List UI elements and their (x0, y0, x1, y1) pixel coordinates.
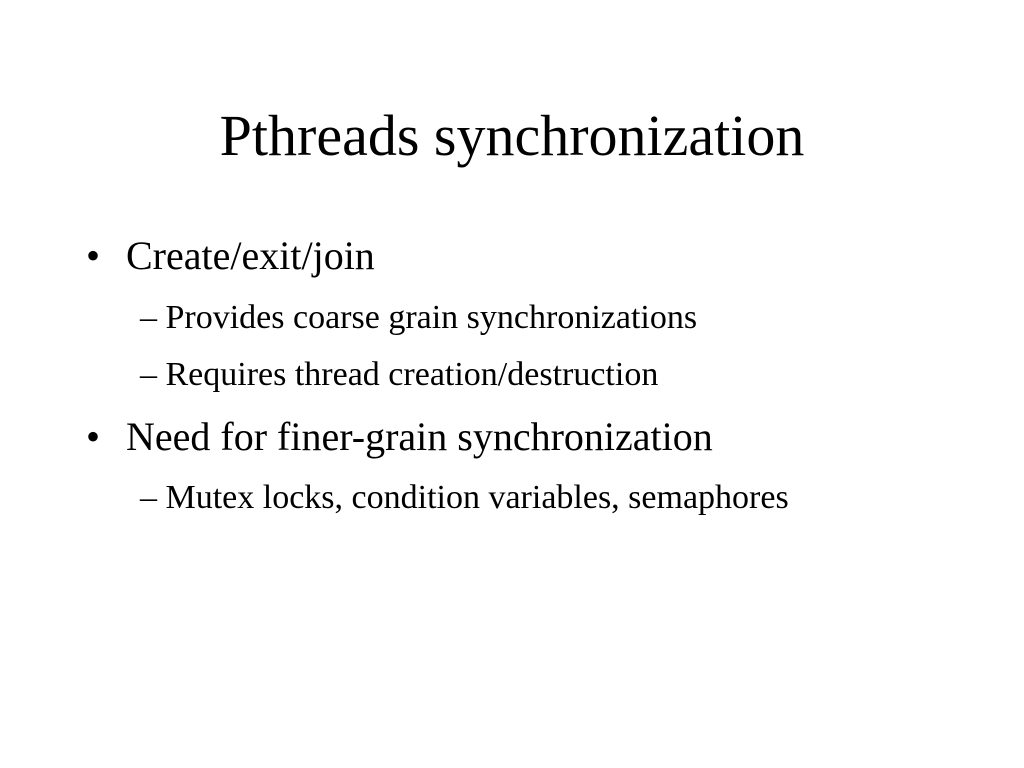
bullet-text: Create/exit/join (126, 233, 375, 278)
sub-mark: – (140, 299, 157, 336)
sub-mark: – (140, 356, 157, 393)
bullet-mark: • (86, 414, 101, 459)
bullet-mark: • (86, 233, 101, 278)
sub-item-2-1 (140, 478, 789, 518)
sub-text: Mutex locks, condition variables, semaphores (165, 479, 789, 516)
bullet-item-2 (86, 413, 713, 461)
sub-text: Requires thread creation/destruction (165, 356, 659, 393)
bullet-item-1 (86, 232, 375, 280)
sub-text: Provides coarse grain synchronizations (165, 299, 698, 336)
sub-mark: – (140, 479, 157, 516)
sub-item-1-2 (140, 355, 658, 395)
bullet-text: Need for finer-grain synchronization (126, 414, 713, 459)
sub-item-1-1 (140, 298, 697, 338)
slide-title: Pthreads synchronization (219, 103, 805, 168)
